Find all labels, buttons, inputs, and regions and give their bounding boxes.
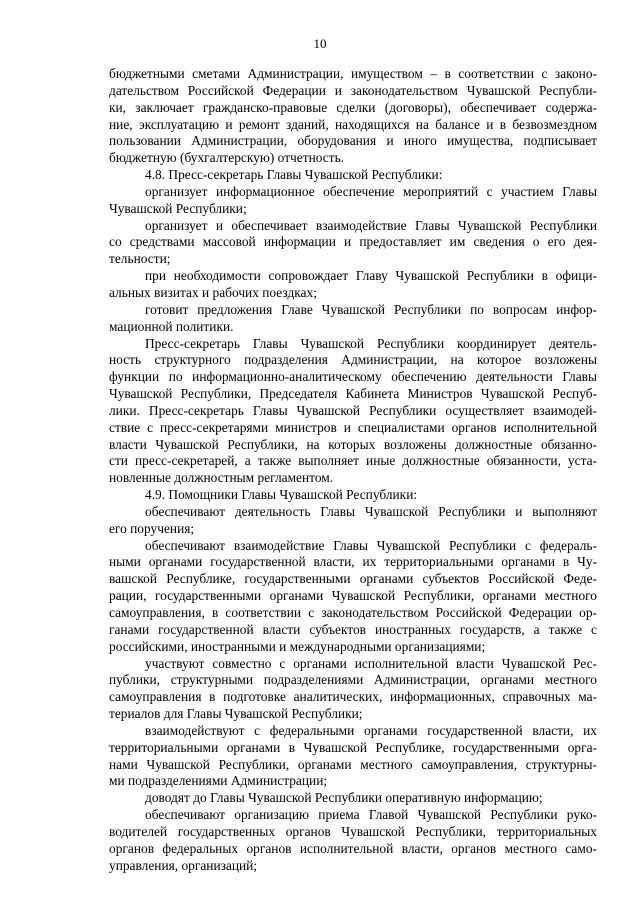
text-line: сти пресс-секретарей, а также выполняет иные должностные обязанности, уста- [109, 453, 597, 469]
text-line: Чувашской Республики, Председателя Кабинета Министров Чувашской Респуб- [109, 386, 597, 402]
text-line: териалов для Главы Чувашской Республики; [109, 706, 363, 722]
text-line: дательством Российской Федерации и законодательством Чувашской Республи- [109, 82, 597, 98]
text-line: пользовании Администрации, оборудования и иного имущества, подписывает [109, 133, 597, 149]
text-line: ми подразделениями Администрации; [109, 773, 328, 789]
text-line: тельности; [109, 251, 171, 267]
text-line: мационной политики. [109, 318, 234, 334]
text-line: нами Чувашской Республики, органами местного самоуправления, структурны- [109, 756, 597, 772]
text-line: публики, структурными подразделениями Администрации, органами местного [109, 672, 597, 688]
text-line: готовит предложения Главе Чувашской Республики по вопросам инфор- [145, 301, 597, 317]
text-line: территориальными органами в Чувашской Республике, государственными орга- [109, 739, 597, 755]
text-line: ганами государственной власти субъектов иностранных государств, а также с [109, 621, 597, 637]
text-line: функции по информационно-аналитическому обеспечению деятельности Главы [109, 369, 597, 385]
text-line: самоуправления в подготовке аналитических, информационных, справочных ма- [109, 689, 597, 705]
text-line: ние, эксплуатацию и ремонт зданий, находящихся на балансе и в безвозмездном [109, 116, 597, 132]
text-line: участвуют совместно с органами исполнительной власти Чувашской Рес- [145, 655, 597, 671]
text-line: водителей государственных органов Чувашской Республики, территориальных [109, 823, 597, 839]
text-line: 4.8. Пресс-секретарь Главы Чувашской Республики: [145, 167, 443, 183]
text-line: Пресс-секретарь Главы Чувашской Республики координирует деятель- [145, 335, 597, 351]
text-line: самоуправления, в соответствии с законодательством Российской Федерации ор- [109, 605, 597, 620]
text-line: ствие с пресс-секретарями министров и специалистами органов исполнительной [109, 419, 597, 435]
text-line: обеспечивают взаимодействие Главы Чувашской Республики с федераль- [145, 537, 597, 553]
text-line: организует информационное обеспечение мероприятий с участием Главы [145, 183, 597, 199]
text-line: российскими, иностранными и международными организациями; [109, 638, 486, 654]
text-line: вашской Республике, государственными органами субъектов Российской Феде- [109, 571, 597, 587]
text-line: его поручения; [109, 520, 195, 536]
text-line: при необходимости сопровождает Главу Чувашской Республики в офици- [145, 268, 597, 284]
text-line: взаимодействуют с федеральными органами государственной власти, их [145, 722, 597, 738]
text-line: 4.9. Помощники Главы Чувашской Республики: [145, 487, 418, 503]
text-line: обеспечивают деятельность Главы Чувашской Республики и выполняют [145, 503, 597, 519]
text-line: организует и обеспечивает взаимодействие Главы Чувашской Республики [145, 217, 597, 233]
text-line: лики. Пресс-секретарь Главы Чувашской Республики осуществляет взаимодей- [109, 402, 597, 418]
text-line: со средствами массовой информации и предоставляет им сведения о его дея- [109, 234, 597, 250]
text-line: обеспечивают организацию приема Главой Чувашской Республики руко- [145, 807, 597, 823]
text-line: доводят до Главы Чувашской Республики оперативную информацию; [145, 790, 543, 806]
text-line: рации, государственными органами Чувашской Республики, органами местного [109, 588, 597, 604]
text-line: органов федеральных органов исполнительной власти, органов местного само- [109, 840, 597, 856]
text-line: ность структурного подразделения Администрации, на которое возложены [109, 352, 597, 368]
text-line: бюджетными сметами Администрации, имуществом – в соответствии с законо- [109, 66, 597, 81]
text-line: новленные должностным регламентом. [109, 470, 334, 486]
text-line: ки, заключает гражданско-правовые сделки (договоры), обеспечивает содержа- [109, 99, 597, 115]
text-line: Чувашской Республики; [109, 200, 247, 216]
text-line: управления, организаций; [109, 857, 258, 873]
text-line: ными органами государственной власти, их территориальными органами в Чу- [109, 554, 597, 570]
text-line: альных визитах и рабочих поездках; [109, 284, 317, 300]
page-number: 10 [313, 36, 327, 51]
text-line: бюджетную (бухгалтерскую) отчетность. [109, 150, 345, 166]
document-body [109, 66, 597, 875]
text-line: власти Чувашской Республики, на которых возложены должностные обязанно- [109, 436, 597, 452]
